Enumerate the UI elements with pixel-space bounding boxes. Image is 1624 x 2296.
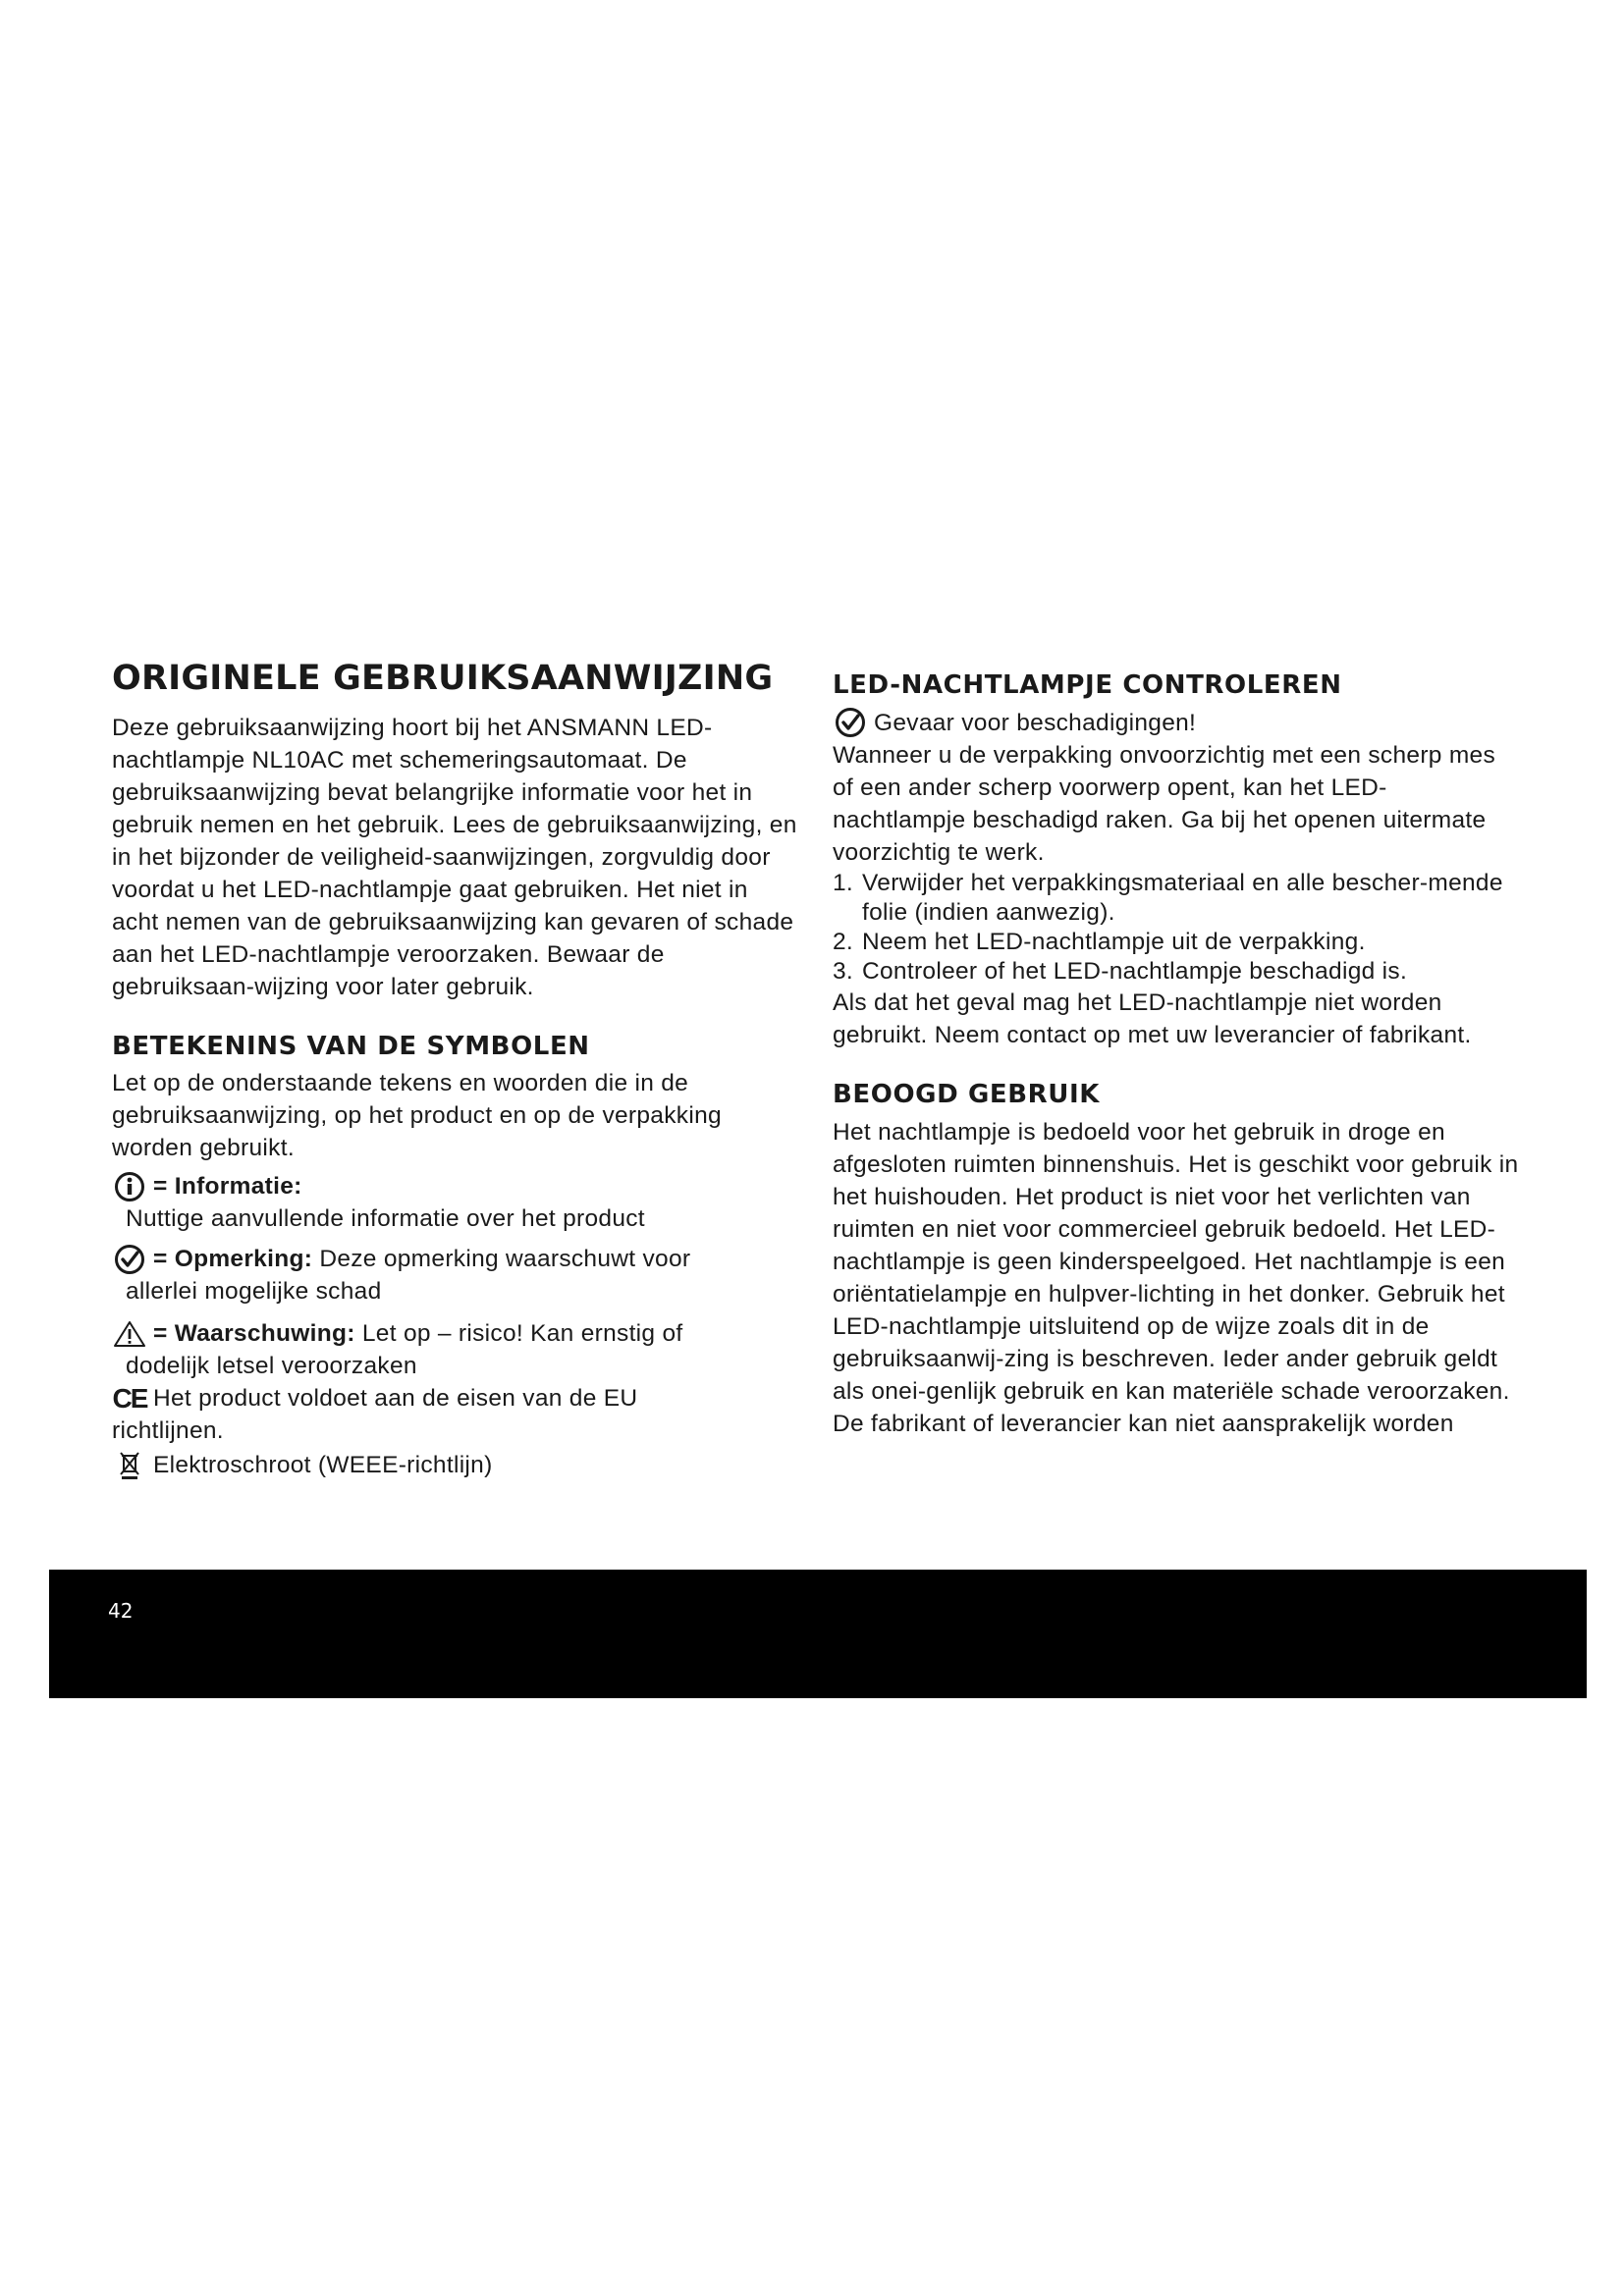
- step-text: Neem het LED-nachtlampje uit de verpakking.: [862, 928, 1366, 955]
- check-alert-text: Gevaar voor beschadigingen!: [874, 709, 1197, 736]
- step-number: 2.: [833, 928, 854, 955]
- step-text: Controleer of het LED-nachtlampje beschadigd is.: [862, 957, 1408, 985]
- use-heading: BEOOGD GEBRUIK: [833, 1079, 1101, 1109]
- page-title: ORIGINELE GEBRUIKSAANWIJZING: [112, 659, 774, 698]
- page-number: 42: [108, 1599, 134, 1623]
- warning-label: = Waarschuwing:: [153, 1320, 355, 1348]
- list-item: [833, 928, 1520, 957]
- steps-list: [833, 869, 1520, 987]
- list-item: [833, 869, 1520, 928]
- warning-triangle-icon: [112, 1317, 147, 1350]
- check-paragraph: Wanneer u de verpakking onvoorzichtig met een scherp mes of een ander scherp voorwerp opent, kan het LED-nachtlampje beschadigd raken. Ga bij het openen uitermate voorzichtig te werk.: [833, 741, 1496, 866]
- right-column: [833, 660, 1520, 1440]
- weee-text: Elektroschroot (WEEE-richtlijn): [153, 1452, 493, 1479]
- intro-paragraph: Deze gebruiksaanwijzing hoort bij het ANSMANN LED-nachtlampje NL10AC met schemeringsautomaat. De gebruiksaanwijzing bevat belangrijke informatie voor het in gebruik nemen en het gebruik. Lees de gebruiksaanwijzing, en in het bijzonder de veiligheid-saanwijzingen, zorgvuldig door voordat u het LED-nachtlampje gaat gebruiken. Het niet in acht nemen van de gebruiksaanwijzing kan gevaren of schade aan het LED-nachtlampje veroorzaken. Bewaar de gebruiksaan-wijzing voor later gebruik.: [112, 714, 797, 1000]
- ce-text: Het product voldoet aan de eisen van de EU: [153, 1385, 638, 1413]
- check-circle-icon: [833, 707, 868, 739]
- symbol-weee-row: [112, 1449, 799, 1481]
- warning-text: Let op – risico! Kan ernstig of: [361, 1320, 683, 1348]
- check-circle-icon: [112, 1243, 147, 1275]
- check-after-paragraph: Als dat het geval mag het LED-nachtlampje niet worden gebruikt. Neem contact op met uw leverancier of fabrikant.: [833, 988, 1472, 1048]
- info-text: Nuttige aanvullende informatie over het product: [126, 1205, 645, 1233]
- symbol-info-row: [112, 1170, 799, 1202]
- symbol-warning-row: [112, 1317, 799, 1350]
- ce-text-continued: richtlijnen.: [112, 1417, 224, 1445]
- crossed-bin-icon: [112, 1449, 147, 1481]
- symbol-ce-row: [112, 1382, 799, 1415]
- check-heading: LED-NACHTLAMPJE CONTROLEREN: [833, 670, 1342, 700]
- step-number: 3.: [833, 957, 854, 985]
- footer-bar: [49, 1570, 1587, 1698]
- left-column: [112, 660, 799, 1481]
- ce-mark-icon: CE: [112, 1383, 147, 1415]
- step-number: 1.: [833, 869, 854, 896]
- symbols-heading: BETEKENINS VAN DE SYMBOLEN: [112, 1031, 590, 1061]
- note-text-continued: allerlei mogelijke schad: [126, 1278, 382, 1306]
- list-item: [833, 957, 1520, 987]
- use-paragraph: Het nachtlampje is bedoeld voor het gebruik in droge en afgesloten ruimten binnenshuis. Het is geschikt voor gebruik in het huishouden. Het product is niet voor het verlichten van ruimten en niet voor commercieel gebruik bedoeld. Het LED-nachtlampje is geen kinderspeelgoed. Het nachtlampje is een oriëntatielampje en hulpver-lichting in het donker. Gebruik het LED-nachtlampje uitsluitend op de wijze zoals dit in de gebruiksaanwij-zing is beschreven. Ieder ander gebruik geldt als onei-genlijk gebruik en kan materiële schade veroorzaken. De fabrikant of leverancier kan niet aansprakelijk worden: [833, 1118, 1519, 1437]
- info-icon: [112, 1170, 147, 1202]
- step-text: Verwijder het verpakkingsmateriaal en alle bescher-mende folie (indien aanwezig).: [862, 869, 1503, 926]
- note-label: = Opmerking:: [153, 1246, 313, 1273]
- info-label: = Informatie:: [153, 1173, 302, 1201]
- symbols-intro: Let op de onderstaande tekens en woorden die in de gebruiksaanwijzing, op het product en op de verpakking worden gebruikt.: [112, 1070, 722, 1162]
- warning-text-continued: dodelijk letsel veroorzaken: [126, 1353, 417, 1380]
- check-alert-row: [833, 707, 1520, 739]
- note-text: Deze opmerking waarschuwt voor: [319, 1246, 691, 1273]
- symbol-note-row: [112, 1243, 799, 1275]
